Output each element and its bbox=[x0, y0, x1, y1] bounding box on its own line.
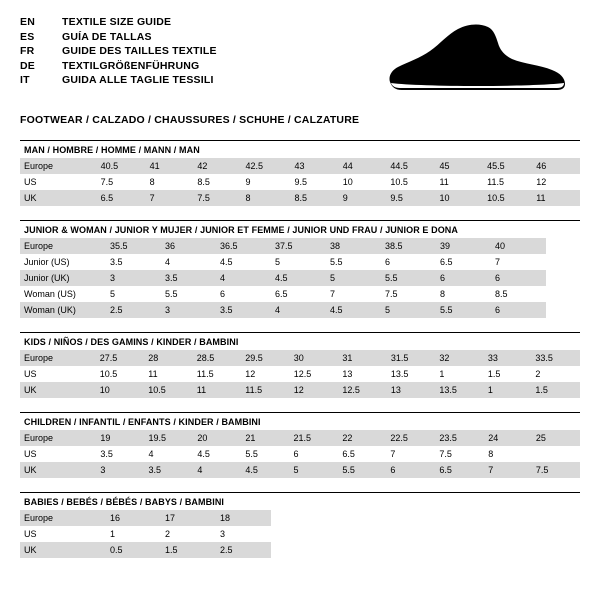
size-cell: 16 bbox=[106, 510, 161, 526]
size-table bbox=[20, 430, 580, 478]
size-cell: 8 bbox=[241, 190, 290, 206]
size-table bbox=[20, 158, 580, 206]
size-cell: 42.5 bbox=[241, 158, 290, 174]
size-cell: 10.5 bbox=[99, 369, 118, 379]
table-row bbox=[20, 462, 580, 478]
table-row bbox=[20, 190, 580, 206]
size-cell: 3.5 bbox=[144, 462, 193, 478]
row-label: Woman (UK) bbox=[20, 302, 106, 318]
table-row bbox=[20, 430, 580, 446]
size-cell: 12 bbox=[245, 369, 256, 379]
size-cell: 38 bbox=[326, 238, 381, 254]
size-cell: 46 bbox=[532, 158, 580, 174]
size-cell: 35.5 bbox=[106, 238, 161, 254]
size-cell: 10 bbox=[435, 190, 483, 206]
language-row bbox=[20, 60, 217, 75]
row-label: UK bbox=[20, 382, 96, 398]
row-label: Woman (US) bbox=[24, 289, 76, 299]
row-label: Europe bbox=[20, 238, 106, 254]
size-cell: 4.5 bbox=[271, 270, 326, 286]
size-cell: 8 bbox=[149, 177, 155, 187]
size-group bbox=[20, 220, 580, 318]
size-cell: 6.5 bbox=[440, 257, 453, 267]
size-cell bbox=[532, 446, 580, 462]
row-label: US bbox=[24, 177, 37, 187]
size-group-title: JUNIOR & WOMAN / JUNIOR Y MUJER / JUNIOR ET FEMME / JUNIOR UND FRAU / JUNIOR E DONA bbox=[20, 220, 580, 238]
row-label: Europe bbox=[20, 350, 96, 366]
size-cell: 7.5 bbox=[439, 449, 452, 459]
size-cell: 2 bbox=[535, 369, 541, 379]
size-cell: 40 bbox=[491, 238, 546, 254]
size-cell: 1 bbox=[439, 369, 445, 379]
language-code: ES bbox=[20, 30, 35, 43]
size-cell: 6 bbox=[293, 449, 299, 459]
size-group-title: KIDS / NIÑOS / DES GAMINS / KINDER / BAMBINI bbox=[20, 332, 580, 350]
size-cell: 13 bbox=[342, 369, 353, 379]
row-label: Europe bbox=[20, 158, 97, 174]
language-row bbox=[20, 31, 217, 46]
language-title: TEXTILGRÖßENFÜHRUNG bbox=[62, 59, 200, 72]
size-cell: 5 bbox=[275, 257, 281, 267]
size-cell: 13.5 bbox=[390, 369, 409, 379]
row-label: UK bbox=[20, 190, 97, 206]
size-cell: 1.5 bbox=[487, 369, 501, 379]
size-cell: 3 bbox=[220, 529, 226, 539]
size-group-title: BABIES / BEBÉS / BÉBÉS / BABYS / BAMBINI bbox=[20, 492, 580, 510]
size-cell: 11.5 bbox=[241, 382, 290, 398]
size-cell: 40.5 bbox=[97, 158, 146, 174]
size-cell: 6 bbox=[436, 270, 491, 286]
size-table bbox=[20, 510, 271, 558]
table-row bbox=[20, 382, 580, 398]
size-cell: 6 bbox=[385, 257, 391, 267]
size-cell: 5.5 bbox=[165, 289, 178, 299]
table-row bbox=[20, 510, 271, 526]
size-cell: 11 bbox=[532, 190, 580, 206]
size-cell: 4.5 bbox=[220, 257, 233, 267]
size-cell: 7 bbox=[495, 257, 501, 267]
size-cell: 3 bbox=[96, 462, 144, 478]
size-cell: 33 bbox=[484, 350, 532, 366]
size-cell: 4.5 bbox=[326, 302, 381, 318]
language-code: EN bbox=[20, 16, 35, 28]
size-cell: 11 bbox=[148, 369, 158, 379]
size-cell: 3 bbox=[161, 302, 216, 318]
size-cell: 20 bbox=[193, 430, 241, 446]
language-title: GUIDA ALLE TAGLIE TESSILI bbox=[62, 74, 214, 86]
size-cell: 5 bbox=[110, 289, 116, 299]
language-code: FR bbox=[20, 45, 35, 57]
size-cell: 0.5 bbox=[106, 542, 161, 558]
row-label: Junior (UK) bbox=[20, 270, 106, 286]
row-label: Europe bbox=[20, 510, 106, 526]
page-header bbox=[20, 16, 580, 100]
size-cell: 6 bbox=[491, 270, 546, 286]
size-cell: 19.5 bbox=[144, 430, 193, 446]
size-cell: 1.5 bbox=[161, 542, 216, 558]
size-cell: 6.5 bbox=[435, 462, 484, 478]
size-cell: 10.5 bbox=[390, 177, 408, 187]
size-cell: 21.5 bbox=[289, 430, 338, 446]
size-cell: 7.5 bbox=[532, 462, 580, 478]
size-cell: 7 bbox=[390, 449, 396, 459]
size-cell: 11 bbox=[193, 382, 242, 398]
size-cell: 21 bbox=[241, 430, 289, 446]
size-cell: 25 bbox=[532, 430, 580, 446]
size-cell: 37.5 bbox=[271, 238, 326, 254]
size-cell: 5 bbox=[381, 302, 436, 318]
row-label: US bbox=[24, 529, 37, 539]
size-group bbox=[20, 492, 580, 558]
size-cell: 31.5 bbox=[387, 350, 436, 366]
size-cell: 5.5 bbox=[436, 302, 491, 318]
size-cell: 5.5 bbox=[245, 449, 258, 459]
row-label: UK bbox=[20, 462, 96, 478]
size-cell: 45 bbox=[435, 158, 483, 174]
size-cell: 7 bbox=[484, 462, 532, 478]
size-cell: 5.5 bbox=[338, 462, 386, 478]
size-cell: 6.5 bbox=[275, 289, 288, 299]
language-row bbox=[20, 16, 217, 31]
size-cell: 2.5 bbox=[106, 302, 161, 318]
size-cell: 1.5 bbox=[531, 382, 580, 398]
size-cell: 13 bbox=[387, 382, 436, 398]
size-cell: 4 bbox=[165, 257, 171, 267]
language-title: GUIDE DES TAILLES TEXTILE bbox=[62, 45, 217, 57]
size-cell: 7 bbox=[330, 289, 336, 299]
size-cell: 4.5 bbox=[241, 462, 289, 478]
size-cell: 2 bbox=[165, 529, 171, 539]
size-cell: 22 bbox=[338, 430, 386, 446]
size-cell: 1 bbox=[110, 529, 116, 539]
table-row bbox=[20, 526, 271, 542]
row-label: UK bbox=[20, 542, 106, 558]
language-title: TEXTILE SIZE GUIDE bbox=[62, 16, 172, 28]
table-row bbox=[20, 446, 580, 462]
size-table bbox=[20, 350, 580, 398]
size-group-title: MAN / HOMBRE / HOMME / MANN / MAN bbox=[20, 140, 580, 158]
size-cell: 24 bbox=[484, 430, 532, 446]
size-cell: 28.5 bbox=[193, 350, 242, 366]
size-cell: 5 bbox=[289, 462, 338, 478]
size-cell: 11.5 bbox=[487, 177, 504, 187]
language-code: DE bbox=[20, 59, 35, 72]
language-row bbox=[20, 74, 217, 89]
language-row bbox=[20, 45, 217, 60]
size-cell: 9 bbox=[339, 190, 387, 206]
language-title-list bbox=[20, 16, 217, 89]
size-cell: 12.5 bbox=[338, 382, 387, 398]
size-cell: 44 bbox=[339, 158, 387, 174]
table-row bbox=[20, 254, 546, 270]
size-cell: 38.5 bbox=[381, 238, 436, 254]
size-cell: 5.5 bbox=[330, 257, 343, 267]
size-cell: 6 bbox=[491, 302, 546, 318]
size-cell: 8 bbox=[488, 449, 494, 459]
size-cell: 3.5 bbox=[216, 302, 271, 318]
size-cell: 22.5 bbox=[386, 430, 435, 446]
size-cell: 41 bbox=[146, 158, 194, 174]
size-cell: 10 bbox=[96, 382, 145, 398]
size-cell: 10 bbox=[342, 177, 353, 187]
size-cell: 9.5 bbox=[294, 177, 308, 187]
table-row bbox=[20, 174, 580, 190]
size-cell: 45.5 bbox=[483, 158, 532, 174]
size-cell: 13.5 bbox=[435, 382, 484, 398]
size-cell: 12.5 bbox=[293, 369, 312, 379]
category-title: FOOTWEAR / CALZADO / CHAUSSURES / SCHUHE / CALZATURE bbox=[20, 114, 360, 126]
row-label: Junior (US) bbox=[24, 257, 70, 267]
size-table bbox=[20, 238, 546, 318]
size-cell: 6 bbox=[386, 462, 435, 478]
size-cell: 31 bbox=[338, 350, 387, 366]
size-cell: 43 bbox=[291, 158, 339, 174]
size-cell: 3.5 bbox=[110, 257, 123, 267]
size-cell: 5 bbox=[326, 270, 381, 286]
size-cell: 4 bbox=[148, 449, 154, 459]
language-code: IT bbox=[20, 74, 30, 86]
size-cell: 3.5 bbox=[161, 270, 216, 286]
size-group bbox=[20, 140, 580, 206]
table-row bbox=[20, 302, 546, 318]
size-cell: 8.5 bbox=[197, 177, 210, 187]
size-cell: 11.5 bbox=[196, 369, 214, 379]
size-cell: 32 bbox=[435, 350, 484, 366]
size-cell: 11 bbox=[439, 177, 449, 187]
size-cell: 4.5 bbox=[197, 449, 210, 459]
size-cell: 19 bbox=[96, 430, 144, 446]
table-row bbox=[20, 238, 546, 254]
size-cell: 12 bbox=[290, 382, 339, 398]
table-row bbox=[20, 270, 546, 286]
size-cell: 8.5 bbox=[291, 190, 339, 206]
size-cell: 18 bbox=[216, 510, 271, 526]
size-cell: 12 bbox=[536, 177, 547, 187]
size-cell: 29.5 bbox=[241, 350, 290, 366]
size-cell: 2.5 bbox=[216, 542, 271, 558]
size-cell: 6 bbox=[220, 289, 226, 299]
row-label: US bbox=[24, 369, 37, 379]
size-cell: 23.5 bbox=[435, 430, 484, 446]
size-cell: 28 bbox=[144, 350, 193, 366]
table-row bbox=[20, 158, 580, 174]
size-cell: 3.5 bbox=[100, 449, 113, 459]
table-row bbox=[20, 542, 271, 558]
size-cell: 4 bbox=[193, 462, 241, 478]
size-cell: 5.5 bbox=[381, 270, 436, 286]
row-label: Europe bbox=[20, 430, 96, 446]
size-group bbox=[20, 332, 580, 398]
size-cell: 42 bbox=[193, 158, 241, 174]
size-cell: 6.5 bbox=[97, 190, 146, 206]
size-cell: 27.5 bbox=[96, 350, 145, 366]
size-cell: 36 bbox=[161, 238, 216, 254]
size-cell: 10.5 bbox=[144, 382, 193, 398]
size-cell: 4 bbox=[216, 270, 271, 286]
size-cell: 3 bbox=[106, 270, 161, 286]
footer-spacer bbox=[20, 558, 580, 568]
size-cell: 7.5 bbox=[385, 289, 398, 299]
size-groups bbox=[20, 140, 580, 558]
size-cell: 8.5 bbox=[495, 289, 508, 299]
size-cell: 7.5 bbox=[193, 190, 241, 206]
size-cell: 44.5 bbox=[386, 158, 435, 174]
size-cell: 9.5 bbox=[386, 190, 435, 206]
size-cell: 10.5 bbox=[483, 190, 532, 206]
size-cell: 39 bbox=[436, 238, 491, 254]
language-title-body bbox=[20, 16, 217, 89]
size-cell: 7 bbox=[146, 190, 194, 206]
table-row bbox=[20, 286, 546, 302]
size-cell: 8 bbox=[440, 289, 446, 299]
table-row bbox=[20, 366, 580, 382]
size-cell: 9 bbox=[245, 177, 251, 187]
size-cell: 6.5 bbox=[342, 449, 355, 459]
size-cell: 7.5 bbox=[100, 177, 114, 187]
row-label: US bbox=[24, 449, 37, 459]
size-cell: 4 bbox=[271, 302, 326, 318]
size-cell: 30 bbox=[290, 350, 339, 366]
size-cell: 36.5 bbox=[216, 238, 271, 254]
size-cell: 33.5 bbox=[531, 350, 580, 366]
size-group-title: CHILDREN / INFANTIL / ENFANTS / KINDER / BAMBINI bbox=[20, 412, 580, 430]
size-cell: 1 bbox=[484, 382, 532, 398]
size-group bbox=[20, 412, 580, 478]
dress-shoe-icon bbox=[382, 20, 572, 100]
table-row bbox=[20, 350, 580, 366]
size-cell: 17 bbox=[161, 510, 216, 526]
language-title: GUÍA DE TALLAS bbox=[62, 30, 152, 43]
